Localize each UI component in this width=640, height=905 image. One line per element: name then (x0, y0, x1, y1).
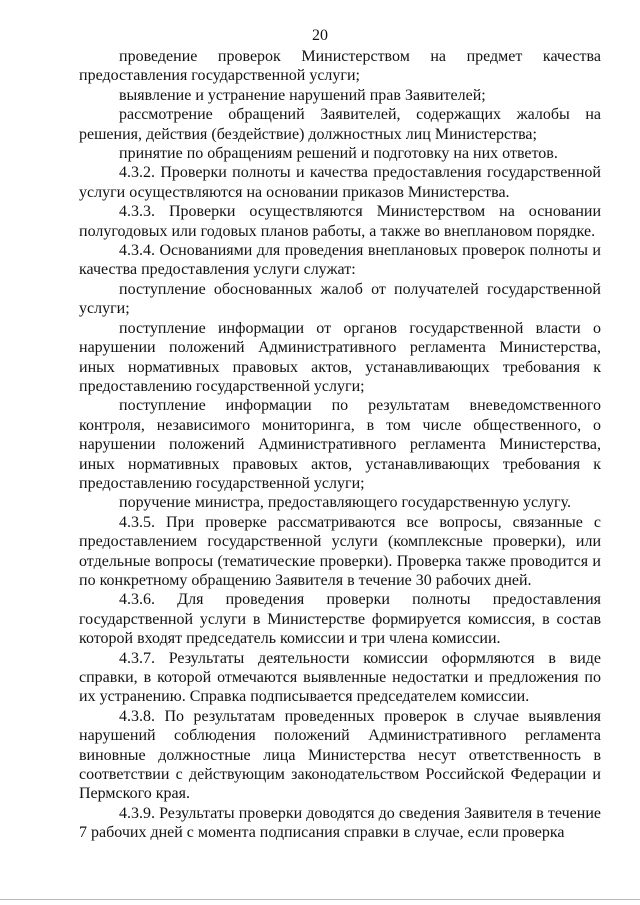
paragraph: 4.3.9. Результаты проверки доводятся до сведения Заявителя в течение 7 рабочих дней с момента подписания справки в случае, если проверка (79, 804, 601, 842)
paragraph: принятие по обращениям решений и подготовку на них ответов. (119, 145, 558, 163)
paragraph: поступление информации от органов государственной власти о нарушении положений Административного регламента Министерства, иных нормативных правовых актов, устанавливающих требования к предоставлению государственной услуги; (79, 319, 601, 395)
paragraph: проведение проверок Министерством на предмет качества предоставления государственной услуги; (79, 48, 601, 85)
paragraph: 4.3.6. Для проведения проверки полноты предоставления государственной услуги в Министерстве формируется комиссия, в состав которой входят председатель комиссии и три члена комиссии. (79, 591, 601, 648)
paragraph: 4.3.2. Проверки полноты и качества предоставления государственной услуги осуществляются на основании приказов Министерства. (79, 164, 601, 201)
paragraph: 4.3.4. Основаниями для проведения внеплановых проверок полноты и качества предоставления услуги служат: (79, 242, 601, 279)
paragraph: 4.3.7. Результаты деятельности комиссии оформляются в виде справки, в которой отмечаются выявленные недостатки и предложения по их устранению. Справка подписывается председателем комиссии. (79, 649, 601, 706)
paragraph: рассмотрение обращений Заявителей, содержащих жалобы на решения, действия (бездействие) должностных лиц Министерства; (79, 106, 601, 143)
page-number: 20 (312, 27, 328, 44)
paragraph: 4.3.8. По результатам проведенных проверок в случае выявления нарушений соблюдения положений Административного регламента виновные должностные лица Министерства несут ответственность в соответствии с действующим законодательством Российской Федерации и Пермского края. (79, 707, 601, 803)
paragraph: поручение министра, предоставляющего государственную услугу. (119, 494, 572, 512)
paragraph: 4.3.3. Проверки осуществляются Министерством на основании полугодовых или годовых планов работы, а также во внеплановом порядке. (79, 203, 601, 240)
page-bottom-edge (0, 899, 640, 900)
paragraph: выявление и устранение нарушений прав Заявителей; (119, 86, 486, 104)
paragraph: поступление обоснованных жалоб от получателей государственной услуги; (79, 280, 601, 318)
paragraph: 4.3.5. При проверке рассматриваются все вопросы, связанные с предоставлением государственной услуги (комплексные проверки), или отдельные вопросы (тематические проверки). Проверка также проводится и по конкретному обращению Заявителя в течение 30 рабочих дней. (79, 513, 601, 589)
document-body (79, 47, 601, 843)
paragraph: поступление информации по результатам вневедомственного контроля, независимого мониторинга, в том числе общественного, о нарушении положений Административного регламента Министерства, иных нормативных правовых актов, устанавливающих требования к предоставлению государственной услуги; (79, 397, 601, 492)
